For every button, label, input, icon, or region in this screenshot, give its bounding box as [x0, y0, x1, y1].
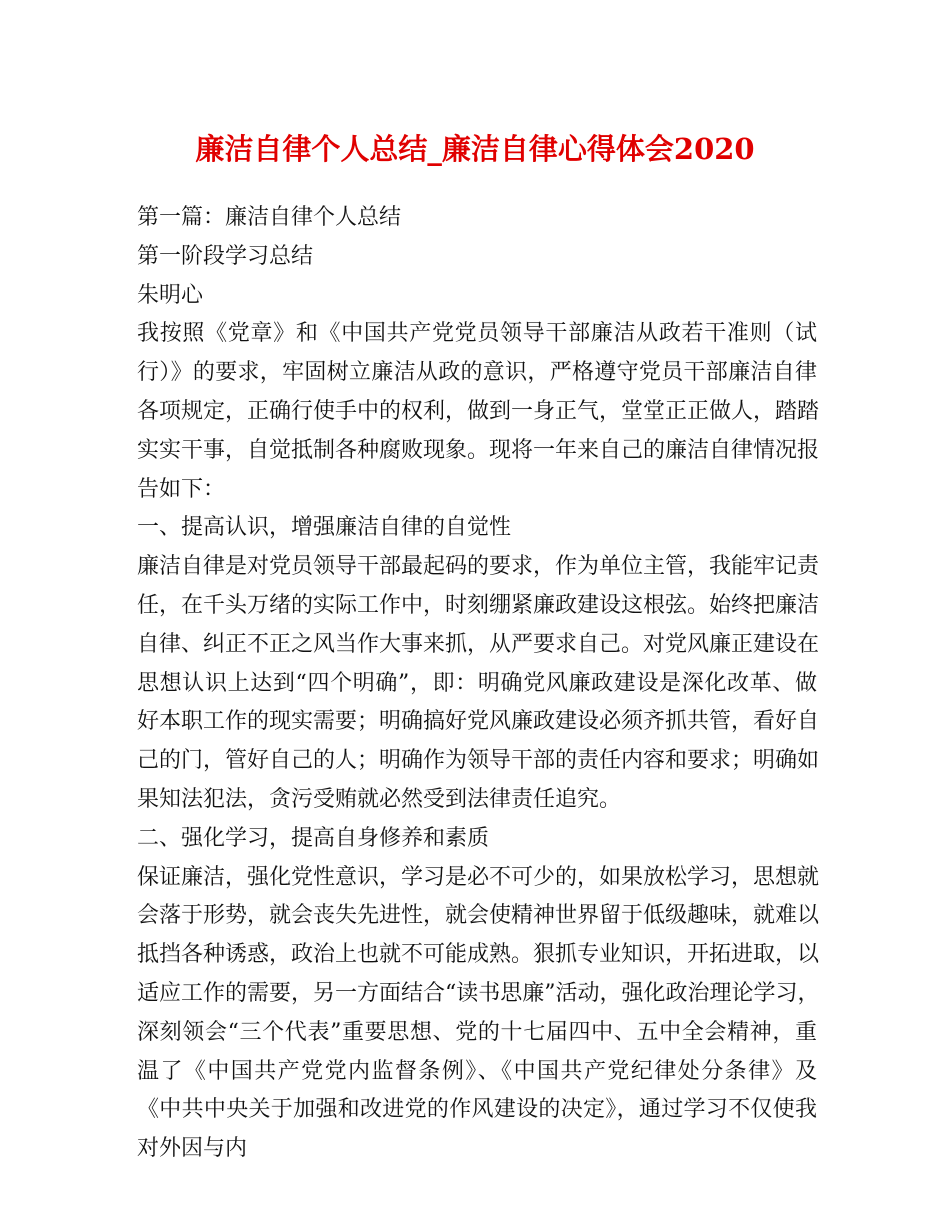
- text-line: 任，在千头万绪的实际工作中，时刻绷紧廉政建设这根弦。始终把廉洁: [137, 592, 820, 618]
- text-line: 一、提高认识，增强廉洁自律的自觉性: [137, 515, 512, 541]
- text-line: 自律、纠正不正之风当作大事来抓，从严要求自己。对党风廉正建设在: [137, 631, 820, 657]
- text-line: 《中共中央关于加强和改进党的作风建设的决定》，通过学习不仅使我: [137, 1097, 817, 1123]
- text-line: 适应工作的需要，另一方面结合“读书思廉”活动，强化政治理论学习，: [137, 980, 820, 1006]
- text-line: 温了《中国共产党党内监督条例》、《中国共产党纪律处分条律》及: [137, 1058, 817, 1084]
- text-line: 实实干事，自觉抵制各种腐败现象。现将一年来自己的廉洁自律情况报: [137, 437, 820, 463]
- text-line: 朱明心: [137, 282, 204, 308]
- text-line: 己的门，管好自己的人；明确作为领导干部的责任内容和要求；明确如: [137, 748, 820, 774]
- text-line: 第一篇：廉洁自律个人总结: [137, 205, 402, 230]
- text-line: 好本职工作的现实需要；明确搞好党风廉政建设必须齐抓共管，看好自: [137, 709, 820, 735]
- text-line: 果知法犯法，贪污受贿就必然受到法律责任追究。: [137, 786, 622, 812]
- text-line: 廉洁自律是对党员领导干部最起码的要求，作为单位主管，我能牢记责: [137, 554, 820, 580]
- text-line: 深刻领会“三个代表”重要思想、党的十七届四中、五中全会精神，重: [137, 1019, 817, 1045]
- text-line: 各项规定，正确行使手中的权利，做到一身正气，堂堂正正做人，踏踏: [137, 398, 820, 424]
- text-line: 我按照《党章》和《中国共产党党员领导干部廉洁从政若干准则（试: [137, 321, 817, 347]
- document-title: 廉洁自律个人总结_廉洁自律心得体会2020: [195, 132, 755, 166]
- text-line: 会落于形势，就会丧失先进性，就会使精神世界留于低级趣味，就难以: [137, 903, 820, 929]
- text-line: 行）》的要求，牢固树立廉洁从政的意识，严格遵守党员干部廉洁自律: [137, 360, 817, 386]
- text-line: 告如下：: [137, 476, 226, 502]
- text-line: 思想认识上达到“四个明确”，即：明确党风廉政建设是深化改革、做: [137, 670, 817, 696]
- text-line: 二、强化学习，提高自身修养和素质: [137, 825, 490, 851]
- text-line: 抵挡各种诱惑，政治上也就不可能成熟。狠抓专业知识，开拓进取，以: [137, 942, 820, 968]
- text-line: 第一阶段学习总结: [137, 243, 314, 269]
- text-line: 对外因与内: [137, 1136, 248, 1162]
- document-body: [137, 199, 820, 1169]
- text-line: 保证廉洁，强化党性意识，学习是必不可少的，如果放松学习，思想就: [137, 864, 820, 890]
